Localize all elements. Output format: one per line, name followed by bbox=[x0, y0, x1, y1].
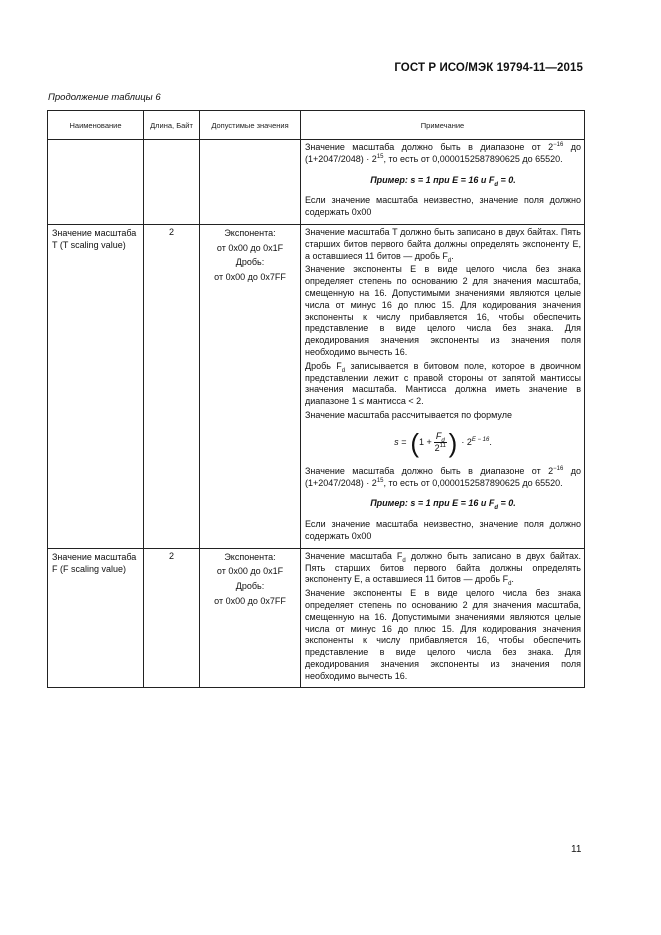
cell-name: Значение масштаба T (T scaling value) bbox=[48, 224, 144, 548]
cell-values bbox=[200, 548, 301, 688]
note-paragraph: Значение экспоненты E в виде целого числа без знака определяет степень по основанию 2 для значения масштаба, смещенную на 16. Допустимыми значениями являются целые числа от минус 16 до плюс 15. Для кодирования значения экспоненты к числу прибавляется 16, чтобы обеспечить представление в виде целого числа без знака. Для декодирования значения экспоненты из значения поля необходимо вычесть 16. bbox=[305, 588, 581, 681]
cell-length: 2 bbox=[144, 548, 200, 688]
cell-note bbox=[301, 224, 585, 548]
cell-name bbox=[48, 140, 144, 225]
column-header-note: Примечание bbox=[301, 111, 585, 140]
note-paragraph: Значение экспоненты E в виде целого числа без знака определяет степень по основанию 2 для значения масштаба, смещенную на 16. Допустимыми значениями являются целые числа от минус 16 до плюс 15. Для кодирования значения экспоненты к числу прибавляется 16, чтобы обеспечить представление в виде целого числа без знака. Для декодирования значения экспоненты из значения поля необходимо вычесть 16. bbox=[305, 264, 581, 357]
values-label: Экспонента: bbox=[224, 227, 276, 238]
values-label: Дробь: bbox=[235, 580, 265, 591]
note-paragraph: Значение масштаба должно быть в диапазоне от $2^{-16}$ до $(1+2047/2048) \cdot 2^{15}$, то есть от 0,0000152587890625 до 65520. bbox=[305, 465, 581, 488]
example-line: Пример: s = 1 при E = 16 и $F_d = 0$. bbox=[370, 498, 516, 512]
cell-length bbox=[144, 140, 200, 225]
cell-values bbox=[200, 224, 301, 548]
page-number: 11 bbox=[571, 844, 582, 855]
values-range: от 0x00 до 0x1F bbox=[216, 566, 284, 577]
note-paragraph: Дробь $F_d$ записывается в битовом поле, которое в двоичном представлении лежит с правой стороны от запятой мантиссы значения масштаба. Мантисса должна иметь значение в диапазоне 1 ≤ мантисса < 2. bbox=[305, 360, 581, 407]
values-range: от 0x00 до 0x1F bbox=[216, 242, 284, 253]
parameters-table bbox=[47, 110, 585, 688]
document-code: ГОСТ Р ИСО/МЭК 19794-11—2015 bbox=[394, 62, 583, 74]
scaling-formula: s = ( 1 + $\frac{F_d}{2^{11}}$ ) · $2^{E - 16}$. bbox=[394, 427, 492, 458]
note-paragraph: Если значение масштаба неизвестно, значение поля должно содержать 0x00 bbox=[305, 195, 581, 218]
cell-length: 2 bbox=[144, 224, 200, 548]
column-header-name: Наименование bbox=[48, 111, 144, 140]
table-row bbox=[48, 224, 585, 548]
note-paragraph: Если значение масштаба неизвестно, значение поля должно содержать 0x00 bbox=[305, 519, 581, 541]
values-label: Экспонента: bbox=[224, 551, 276, 562]
column-header-values: Допустимые значения bbox=[200, 111, 301, 140]
note-paragraph: Значение масштаба T должно быть записано в двух байтах. Пять старших битов первого байта должны определять экспоненту E, а оставшиеся 11 битов — дробь $F_d$. bbox=[305, 226, 581, 264]
note-paragraph: Значение масштаба должно быть в диапазоне от $2^{-16}$ до $(1+2047/2048) \cdot 2^{15}$, то есть от 0,0000152587890625 до 65520. bbox=[305, 142, 581, 164]
table-row bbox=[48, 140, 585, 225]
table-continuation-caption: Продолжение таблицы 6 bbox=[48, 92, 161, 103]
table-row bbox=[48, 548, 585, 688]
note-paragraph: Значение масштаба $F_d$ должно быть записано в двух байтах. Пять старших битов первого байта должны определять экспоненту E, а оставшиеся 11 битов — дробь $F_d$. bbox=[305, 550, 581, 588]
cell-note bbox=[301, 548, 585, 688]
cell-values bbox=[200, 140, 301, 225]
note-paragraph: Значение масштаба рассчитывается по формуле bbox=[305, 409, 512, 420]
values-range: от 0x00 до 0x7FF bbox=[214, 271, 286, 282]
values-label: Дробь: bbox=[235, 257, 265, 268]
example-line: Пример: s = 1 при E = 16 и $F_d = 0$. bbox=[370, 174, 516, 188]
table-header-row bbox=[48, 111, 585, 140]
column-header-length: Длина, Байт bbox=[144, 111, 200, 140]
cell-note bbox=[301, 140, 585, 225]
values-range: от 0x00 до 0x7FF bbox=[214, 595, 286, 606]
cell-name: Значение масштаба F (F scaling value) bbox=[48, 548, 144, 688]
